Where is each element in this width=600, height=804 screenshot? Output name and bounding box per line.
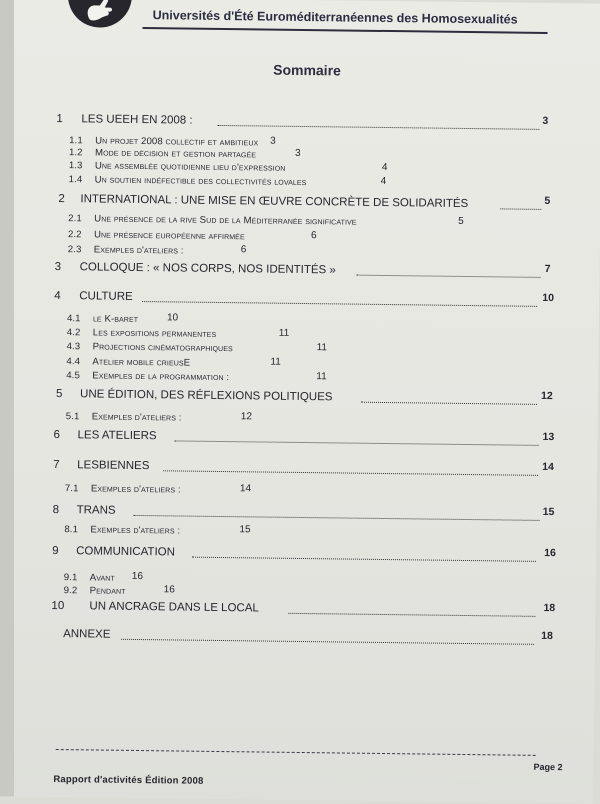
toc-page-number: 11 (278, 327, 290, 339)
toc-title: Sommaire (273, 61, 341, 79)
toc-entry-label[interactable]: LES ATELIERS (77, 429, 157, 443)
toc-page-number: 10 (166, 312, 179, 324)
toc-page-number: 3 (270, 135, 276, 147)
toc-page-number: 16 (163, 584, 175, 596)
toc-page-number: 3 (542, 114, 549, 127)
toc-entry-label[interactable]: CULTURE (79, 290, 133, 303)
toc-page-number: 15 (542, 505, 555, 519)
footer-title: Rapport d'activités Édition 2008 (53, 773, 204, 787)
toc-page-number: 18 (541, 629, 553, 643)
toc-page-number: 13 (542, 430, 555, 444)
toc-entry-label[interactable]: Un soutien indéfectible des collectivités lovales (94, 174, 307, 189)
toc-entry-label[interactable]: Pendant (89, 585, 126, 597)
toc-entry-number: 9.1 (63, 572, 78, 584)
toc-entry-label[interactable]: Exemples de la programmation : (92, 370, 230, 384)
toc-entry-number: 9 (52, 544, 59, 558)
toc-page-number: 15 (239, 524, 251, 536)
toc-entry-number: 5.1 (65, 411, 80, 423)
toc-dot-leader (142, 301, 537, 307)
toc-page-number: 14 (542, 460, 554, 474)
toc-entry-label[interactable]: UN ANCRAGE DANS LE LOCAL (89, 600, 259, 615)
toc-entry-label[interactable]: TRANS (76, 504, 116, 517)
toc-dot-leader (357, 275, 541, 278)
toc-page-number: 6 (310, 230, 317, 242)
toc-entry-number: 1.3 (68, 160, 83, 172)
toc-entry-label[interactable]: Une présence européenne affirmée (93, 229, 245, 243)
toc-entry-label[interactable]: LESBIENNES (77, 459, 150, 473)
toc-page-number: 14 (239, 483, 252, 495)
toc-entry-number: 3 (54, 260, 62, 274)
toc-entry-label[interactable]: Les expositions permanentes (92, 327, 217, 340)
toc-entry-label[interactable]: LES UEEH EN 2008 : (81, 113, 193, 127)
toc-entry-number: 2.2 (67, 229, 82, 241)
toc-entry-number: 4.5 (66, 370, 80, 382)
toc-entry-label[interactable]: COLLOQUE : « NOS CORPS, NOS IDENTITÉS » (79, 261, 336, 277)
toc-dot-leader (288, 613, 535, 617)
toc-entry-number: 2.3 (67, 244, 82, 256)
toc-page-number: 4 (381, 161, 388, 174)
toc-dot-leader (192, 557, 536, 562)
toc-entry-number: 4.4 (66, 356, 81, 368)
toc-entry-label[interactable]: Exemples d'ateliers : (90, 483, 181, 496)
toc-entry-label[interactable]: le K-baret (92, 313, 139, 325)
toc-entry-number: 8 (52, 503, 60, 517)
toc-page-number: 12 (240, 411, 252, 423)
toc-dot-leader (217, 125, 539, 130)
toc-entry-label[interactable]: COMMUNICATION (76, 545, 176, 559)
toc-entry-label[interactable]: UNE ÉDITION, DES RÉFLEXIONS POLITIQUES (79, 388, 333, 404)
toc-dot-leader (134, 515, 540, 521)
toc-entry-number: 7 (53, 458, 60, 472)
toc-entry-label[interactable]: Avant (89, 572, 115, 584)
toc-dot-leader (174, 440, 538, 445)
toc-entry-label[interactable]: Une présence de la rive Sud de la Méditerranée significative (94, 213, 357, 228)
toc-entry-label[interactable]: Mode de décision et gestion partagée (94, 147, 257, 161)
toc-page-number: 6 (240, 244, 247, 256)
toc-entry-number: 7.1 (64, 483, 79, 495)
toc-entry-label[interactable]: Exemples d'ateliers : (91, 411, 182, 424)
document-page (3, 0, 600, 804)
toc-entry-number: 10 (51, 599, 65, 613)
toc-page-number: 5 (544, 194, 551, 208)
toc-page-number: 18 (543, 601, 556, 615)
toc-dot-leader (361, 402, 537, 405)
toc-entry-label[interactable]: Un projet 2008 collectif et ambitieux (95, 135, 259, 149)
page-shadow (0, 0, 14, 796)
toc-page-number: 11 (316, 342, 328, 354)
toc-entry-label[interactable]: INTERNATIONAL : UNE MISE EN ŒUVRE CONCRÈTE DE SOLIDARITÉS (80, 193, 469, 211)
toc-entry-number: 2.1 (68, 213, 82, 225)
toc-entry-number: 1 (56, 112, 63, 126)
toc-entry-label[interactable]: Exemples d'ateliers : (93, 244, 184, 257)
toc-page-number: 16 (131, 570, 144, 583)
toc-entry-label[interactable]: Une assemblée quotidienne lieu d'expression (94, 160, 286, 174)
toc-entry-label[interactable]: Exemples d'ateliers : (90, 524, 181, 537)
toc-entry-number: 6 (53, 428, 61, 442)
toc-entry-number: 4.2 (66, 327, 81, 339)
toc-entry-number: 9.2 (63, 585, 78, 597)
toc-dot-leader (121, 639, 534, 645)
toc-entry-number: 1.2 (68, 147, 83, 159)
toc-entry-number: 4.3 (66, 341, 81, 353)
toc-entry-label[interactable]: Atelier mobile crieusE (92, 356, 191, 369)
toc-page-number: 3 (294, 147, 301, 159)
footer-rule (56, 749, 536, 756)
toc-dot-leader (163, 470, 538, 476)
toc-page-number: 16 (544, 546, 556, 560)
toc-entry-number: 2 (58, 192, 65, 206)
toc-page-number: 11 (270, 356, 281, 368)
toc-entry-label[interactable]: ANNEXE (63, 628, 111, 641)
toc-entry-number: 4.1 (66, 313, 81, 325)
logo (68, 0, 133, 28)
footer-page-number: Page 2 (533, 761, 563, 773)
toc-page-number: 5 (458, 215, 464, 227)
toc-page-number: 10 (542, 291, 555, 305)
toc-entry-number: 8.1 (64, 524, 79, 536)
toc-entry-number: 5 (55, 387, 63, 401)
header-rule (143, 27, 548, 34)
toc-page-number: 12 (540, 389, 553, 403)
header-title: Universités d'Été Euroméditerranéennes des Homosexualités (152, 8, 518, 27)
toc-page-number: 11 (316, 371, 327, 383)
toc-entry-number: 4 (54, 289, 61, 303)
toc-entry-number: 1.4 (68, 174, 83, 186)
hand-logo-icon (82, 0, 118, 22)
toc-entry-label[interactable]: Projections cinématographiques (92, 341, 233, 355)
toc-page-number: 4 (380, 175, 387, 188)
toc-entry-number: 1.1 (69, 135, 83, 147)
toc-page-number: 7 (544, 262, 551, 276)
toc-dot-leader (500, 208, 541, 210)
